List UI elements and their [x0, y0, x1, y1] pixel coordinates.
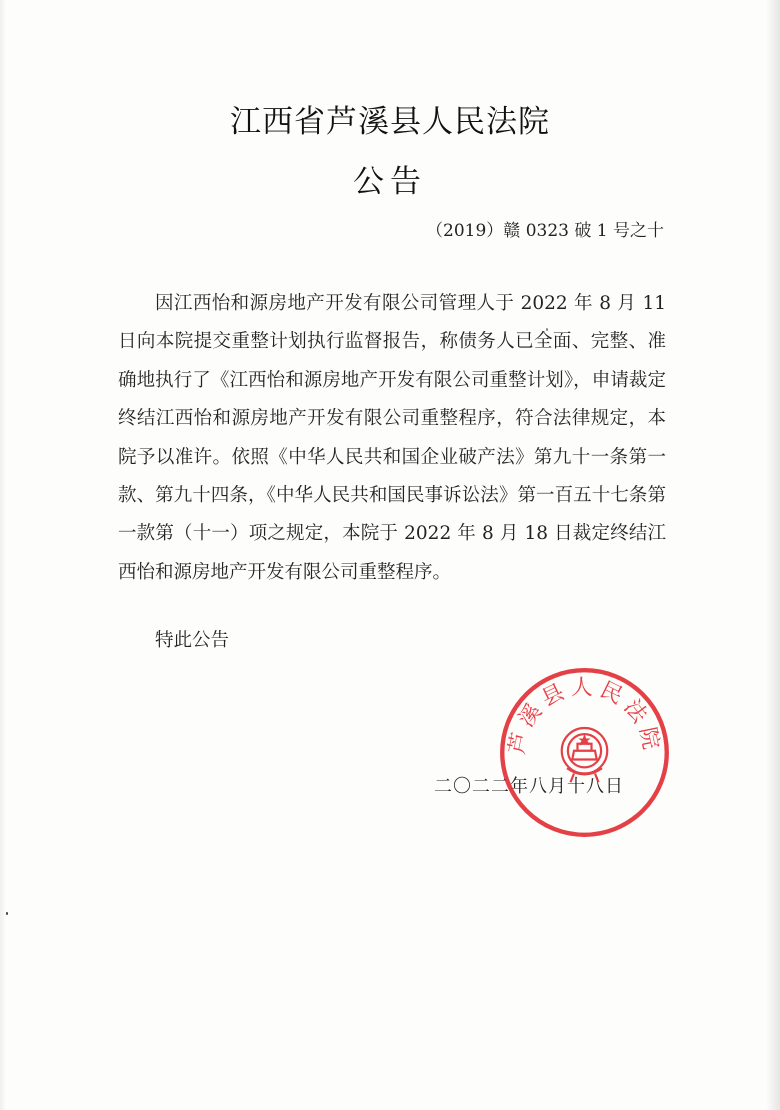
case-number: （2019）赣 0323 破 1 号之十	[426, 221, 664, 241]
announcement-body: 因江西怡和源房地产开发有限公司管理人于 2022 年 8 月 11 日向本院提交重整计划执行监督报告，称债务人已全面、完整、准确地执行了《江西怡和源房地产开发有限公司重整计划》，申请裁定终结江西怡和源房地产开发有限公司重整程序，符合法律规定，本院予以准许。依照《中华人民共和国企业破产法》第九十一条第一款、第九十四条，《中华人民共和国民事诉讼法》第一百五十七条第一款第（十一）项之规定，本院于 2022 年 8 月 18 日裁定终结江西怡和源房地产开发有限公司重整程序。	[118, 293, 666, 583]
scan-speck	[546, 328, 548, 331]
issue-date: 二〇二二年八月十八日	[434, 776, 624, 797]
closing-line: 特此公告	[155, 630, 230, 651]
court-name-heading: 江西省芦溪县人民法院	[230, 104, 550, 140]
seal-text: 芦溪县人民法院	[504, 675, 665, 757]
court-seal	[497, 665, 672, 840]
document-title: 公告	[353, 164, 427, 200]
scan-speck	[6, 912, 8, 915]
